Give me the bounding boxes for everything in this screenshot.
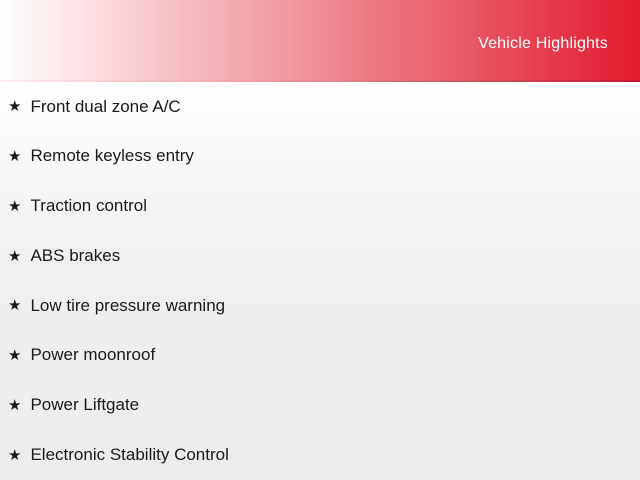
highlight-label: ABS brakes [30,245,121,265]
highlight-item [0,231,640,281]
star-bullet-icon: ★ [8,395,22,414]
highlight-label: Traction control [30,196,147,216]
highlight-label: Front dual zone A/C [30,96,181,116]
highlight-label: Power Liftgate [30,395,140,415]
star-bullet-icon: ★ [8,196,22,215]
highlight-label: Power moonroof [30,345,156,365]
highlight-item [0,82,640,132]
highlight-label: Low tire pressure warning [30,295,226,315]
star-bullet-icon: ★ [8,97,22,116]
highlight-item [0,132,640,182]
star-bullet-icon: ★ [8,147,22,166]
star-bullet-icon: ★ [8,296,22,315]
highlight-item [0,331,640,381]
highlight-item [0,182,640,232]
page-title: Vehicle Highlights [478,35,608,52]
highlight-label: Remote keyless entry [30,146,194,166]
header-banner [0,0,640,80]
highlight-item [0,281,640,331]
highlight-item [0,381,640,431]
star-bullet-icon: ★ [8,246,22,265]
highlight-label: Electronic Stability Control [30,444,229,464]
star-bullet-icon: ★ [8,445,22,464]
highlight-item [0,430,640,480]
star-bullet-icon: ★ [8,346,22,365]
highlights-list [0,82,640,480]
